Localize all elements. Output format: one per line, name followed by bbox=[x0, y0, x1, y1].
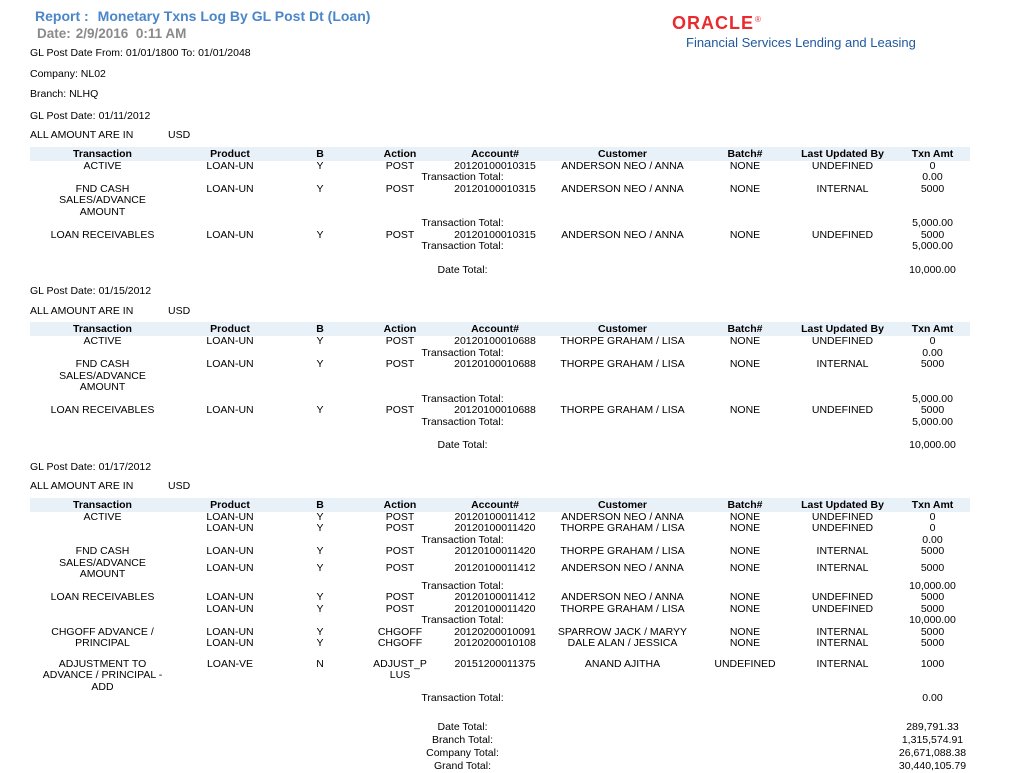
total-row bbox=[30, 265, 970, 277]
cell-product: LOAN-UN bbox=[206, 358, 254, 370]
cell-account: 20120100010315 bbox=[454, 228, 536, 241]
cell-product: LOAN-UN bbox=[206, 228, 254, 241]
cell-account: 20120100011412 bbox=[454, 591, 536, 603]
cell-last-updated-by: INTERNAL bbox=[816, 182, 869, 195]
cell-account: 20120100010688 bbox=[454, 358, 536, 370]
action-value: POST bbox=[385, 159, 415, 172]
cell-last-updated-by: UNDEFINED bbox=[811, 602, 874, 615]
cell-b: Y bbox=[316, 358, 324, 370]
cell-last-updated-by: INTERNAL bbox=[816, 358, 869, 370]
gl-post-date-line bbox=[30, 111, 1026, 123]
cell-batch: NONE bbox=[729, 228, 761, 241]
total-value: 0.00 bbox=[922, 171, 943, 183]
action-value: POST bbox=[385, 510, 415, 523]
cell-product: LOAN-VE bbox=[206, 657, 254, 670]
col-header-customer: Customer bbox=[545, 322, 700, 336]
table-row bbox=[30, 659, 970, 694]
header-row bbox=[30, 498, 970, 512]
cell-action bbox=[355, 592, 445, 604]
currency-code: USD bbox=[168, 304, 191, 317]
cell-transaction bbox=[30, 336, 175, 348]
col-header-account: Account# bbox=[445, 147, 545, 161]
col-header-b: B bbox=[285, 147, 355, 161]
transaction-name: ACTIVE bbox=[83, 335, 122, 347]
cell-account: 20120100010315 bbox=[454, 159, 536, 172]
transaction-name: CHGOFF ADVANCE / PRINCIPAL bbox=[51, 625, 154, 649]
cell-last-updated-by: UNDEFINED bbox=[811, 510, 874, 523]
cell-b: Y bbox=[316, 522, 324, 534]
col-header-batch: Batch# bbox=[700, 147, 790, 161]
cell-customer: THORPE GRAHAM / LISA bbox=[560, 335, 685, 347]
col-header-txn-amt: Txn Amt bbox=[895, 322, 970, 336]
cell-customer: ANDERSON NEO / ANNA bbox=[561, 591, 684, 603]
col-header-last-updated-by: Last Updated By bbox=[790, 498, 895, 512]
cell-txn-amt: 1000 bbox=[920, 657, 945, 670]
transaction-name: ADJUSTMENT TO ADVANCE / PRINCIPAL - ADD bbox=[42, 657, 163, 693]
total-label: Transaction Total: bbox=[421, 392, 504, 405]
cell-product: LOAN-UN bbox=[206, 625, 254, 638]
table-row bbox=[30, 184, 970, 219]
cell-b: Y bbox=[316, 637, 324, 649]
transaction-name: FND CASH SALES/⁠ADVANCE AMOUNT bbox=[59, 545, 146, 580]
total-label: Branch Total: bbox=[431, 733, 494, 746]
cell-product: LOAN-UN bbox=[206, 545, 254, 557]
cell-customer: ANDERSON NEO / ANNA bbox=[561, 182, 684, 195]
meta-line-branch: Branch: NLHQ bbox=[30, 88, 99, 100]
total-row bbox=[30, 218, 970, 230]
cell-transaction bbox=[30, 405, 175, 417]
amount-note-line bbox=[30, 130, 1026, 142]
cell-b: Y bbox=[316, 625, 324, 638]
cell-last-updated-by: UNDEFINED bbox=[811, 591, 874, 603]
action-value: POST bbox=[385, 591, 415, 603]
cell-b: Y bbox=[316, 545, 324, 557]
col-header-action: Action bbox=[355, 147, 445, 161]
transaction-name: FND CASH SALES/⁠ADVANCE AMOUNT bbox=[59, 182, 146, 218]
total-label: Date Total: bbox=[437, 720, 488, 733]
currency-code: USD bbox=[168, 129, 191, 141]
report-total-row bbox=[30, 760, 970, 773]
cell-batch: NONE bbox=[729, 159, 761, 172]
cell-product: LOAN-UN bbox=[206, 591, 254, 603]
cell-transaction bbox=[30, 184, 175, 219]
gl-post-date-label: GL Post Date: bbox=[30, 460, 96, 473]
cell-batch: NONE bbox=[729, 182, 761, 195]
total-label: Date Total: bbox=[437, 439, 488, 451]
transactions-table bbox=[30, 498, 970, 773]
total-label: Transaction Total: bbox=[421, 692, 504, 704]
total-label: Transaction Total: bbox=[421, 579, 504, 592]
cell-batch: NONE bbox=[729, 510, 761, 523]
col-header-b: B bbox=[285, 498, 355, 512]
cell-customer: THORPE GRAHAM / LISA bbox=[560, 522, 685, 534]
report-total-row bbox=[30, 721, 970, 734]
cell-batch: NONE bbox=[729, 358, 761, 370]
cell-b: Y bbox=[316, 404, 324, 416]
brand-tagline: Financial Services Lending and Leasing bbox=[686, 35, 916, 50]
action-value: POST bbox=[385, 522, 415, 534]
cell-customer: THORPE GRAHAM / LISA bbox=[560, 358, 685, 370]
action-value: POST bbox=[385, 182, 415, 195]
cell-last-updated-by: INTERNAL bbox=[816, 562, 869, 575]
total-label: Transaction Total: bbox=[421, 346, 504, 359]
cell-account: 20151200011375 bbox=[454, 657, 536, 670]
spacer-row bbox=[30, 253, 970, 265]
cell-product: LOAN-UN bbox=[206, 182, 254, 195]
amount-note-line bbox=[30, 481, 1026, 493]
cell-last-updated-by: UNDEFINED bbox=[811, 228, 874, 241]
report-label: Report : bbox=[35, 8, 89, 24]
cell-b: Y bbox=[316, 602, 324, 615]
report-total-row bbox=[30, 734, 970, 747]
table-row bbox=[30, 405, 970, 417]
cell-last-updated-by: INTERNAL bbox=[816, 657, 869, 670]
cell-transaction bbox=[30, 512, 175, 535]
cell-b: Y bbox=[316, 562, 324, 575]
transaction-name: ACTIVE bbox=[83, 159, 122, 172]
total-value: 0.00 bbox=[922, 692, 943, 704]
cell-last-updated-by: UNDEFINED bbox=[811, 159, 874, 172]
cell-txn-amt: 5000 bbox=[920, 182, 945, 195]
amount-note-line bbox=[30, 306, 1026, 318]
date-value: 2/9/2016 0:11 AM bbox=[75, 26, 187, 41]
cell-batch: NONE bbox=[729, 602, 761, 615]
report-sections bbox=[0, 111, 1026, 773]
total-value: 0.00 bbox=[922, 346, 943, 359]
cell-batch: UNDEFINED bbox=[714, 657, 776, 670]
transaction-name: LOAN RECEIVABLES bbox=[50, 404, 155, 416]
currency-code: USD bbox=[168, 480, 191, 492]
cell-customer: THORPE GRAHAM / LISA bbox=[560, 602, 685, 615]
cell-product: LOAN-UN bbox=[206, 335, 254, 347]
col-header-batch: Batch# bbox=[700, 322, 790, 336]
cell-batch: NONE bbox=[729, 522, 761, 534]
cell-account: 20120100011420 bbox=[454, 602, 536, 615]
cell-txn-amt: 5000 bbox=[920, 591, 945, 603]
cell-customer: ANDERSON NEO / ANNA bbox=[561, 159, 684, 172]
table-header bbox=[30, 147, 970, 161]
cell-b: Y bbox=[316, 228, 324, 241]
cell-action bbox=[355, 523, 445, 535]
cell-txn-amt: 5000 bbox=[920, 228, 945, 241]
total-value: 1,315,574.91 bbox=[901, 733, 964, 746]
cell-customer: ANDERSON NEO / ANNA bbox=[561, 510, 684, 523]
cell-transaction bbox=[30, 627, 175, 650]
cell-transaction bbox=[30, 230, 175, 242]
action-value: POST bbox=[385, 358, 415, 370]
total-value: 10,000.00 bbox=[909, 614, 956, 626]
col-header-product: Product bbox=[175, 147, 285, 161]
table-header bbox=[30, 322, 970, 336]
cell-product: LOAN-UN bbox=[206, 510, 254, 523]
total-row bbox=[30, 241, 970, 253]
total-label: Transaction Total: bbox=[421, 415, 504, 428]
col-header-batch: Batch# bbox=[700, 498, 790, 512]
gl-post-date-value: 01/15/2012 bbox=[98, 285, 152, 297]
action-value: POST bbox=[385, 404, 415, 416]
col-header-account: Account# bbox=[445, 498, 545, 512]
cell-transaction bbox=[30, 161, 175, 173]
action-value: POST bbox=[385, 602, 415, 615]
cell-txn-amt: 5000 bbox=[920, 637, 945, 649]
report-page bbox=[0, 8, 1026, 772]
oracle-logo bbox=[672, 15, 916, 34]
cell-action bbox=[355, 336, 445, 348]
cell-customer: ANAND AJITHA bbox=[584, 657, 661, 670]
action-value: ADJUST_PLUS bbox=[373, 657, 427, 681]
spacer-row bbox=[30, 428, 970, 440]
table-row bbox=[30, 359, 970, 394]
meta-line-gl-post-date-range: GL Post Date From: 01/01/1800 To: 01/01/2048 bbox=[30, 47, 251, 59]
total-value: 289,791.33 bbox=[906, 720, 959, 733]
table-row bbox=[30, 336, 970, 348]
cell-account: 20120100010688 bbox=[454, 335, 536, 347]
gl-post-date-line bbox=[30, 462, 1026, 474]
gl-post-date-value: 01/17/2012 bbox=[98, 460, 152, 473]
cell-txn-amt: 0 bbox=[929, 335, 936, 347]
registered-mark-icon: ® bbox=[755, 15, 761, 24]
cell-action bbox=[355, 184, 445, 219]
gl-post-date-value: 01/11/2012 bbox=[98, 109, 151, 122]
cell-txn-amt: 5000 bbox=[920, 625, 945, 638]
table-row bbox=[30, 592, 970, 604]
cell-last-updated-by: INTERNAL bbox=[816, 625, 869, 638]
amount-note-label: ALL AMOUNT ARE IN bbox=[30, 304, 134, 317]
total-value: 5,000.00 bbox=[912, 415, 953, 428]
cell-last-updated-by: UNDEFINED bbox=[811, 335, 874, 347]
cell-action bbox=[355, 563, 445, 580]
cell-customer: SPARROW JACK / MARYY bbox=[557, 625, 688, 638]
amount-note-label: ALL AMOUNT ARE IN bbox=[30, 129, 134, 141]
action-value: POST bbox=[385, 228, 415, 241]
total-value: 10,000.00 bbox=[909, 579, 956, 592]
amount-note-label: ALL AMOUNT ARE IN bbox=[30, 480, 134, 492]
cell-customer: THORPE GRAHAM / LISA bbox=[560, 545, 685, 557]
col-header-account: Account# bbox=[445, 322, 545, 336]
cell-customer: THORPE GRAHAM / LISA bbox=[560, 404, 685, 416]
total-label: Transaction Total: bbox=[421, 533, 504, 546]
cell-product: LOAN-UN bbox=[206, 522, 254, 534]
cell-customer: DALE ALAN / JESSICA bbox=[567, 637, 678, 649]
total-value: 10,000.00 bbox=[909, 439, 956, 451]
cell-account: 20120200010108 bbox=[454, 637, 536, 649]
col-header-product: Product bbox=[175, 498, 285, 512]
cell-last-updated-by: INTERNAL bbox=[816, 545, 869, 557]
cell-batch: NONE bbox=[729, 637, 761, 649]
total-row bbox=[30, 172, 970, 184]
cell-txn-amt: 0 bbox=[929, 522, 936, 534]
cell-action bbox=[355, 359, 445, 394]
cell-action bbox=[355, 405, 445, 417]
cell-transaction bbox=[30, 659, 175, 694]
cell-action bbox=[355, 546, 445, 563]
cell-customer: ANDERSON NEO / ANNA bbox=[561, 562, 684, 575]
header-row bbox=[30, 147, 970, 161]
action-value: POST bbox=[385, 335, 415, 347]
cell-batch: NONE bbox=[729, 625, 761, 638]
total-label: Company Total: bbox=[426, 746, 499, 759]
date-label: Date: bbox=[37, 26, 71, 41]
cell-b: Y bbox=[316, 591, 324, 603]
gl-post-date-label: GL Post Date: bbox=[30, 109, 96, 122]
col-header-customer: Customer bbox=[545, 498, 700, 512]
total-value: 5,000.00 bbox=[912, 217, 953, 229]
cell-product: LOAN-UN bbox=[206, 637, 254, 649]
cell-last-updated-by: UNDEFINED bbox=[811, 522, 874, 534]
cell-account: 20120100011420 bbox=[454, 545, 536, 557]
cell-product: LOAN-UN bbox=[206, 404, 254, 416]
cell-txn-amt: 5000 bbox=[920, 602, 945, 615]
total-row bbox=[30, 693, 970, 705]
cell-txn-amt: 0 bbox=[929, 510, 936, 523]
table-row bbox=[30, 546, 970, 563]
cell-b: Y bbox=[316, 335, 324, 347]
cell-batch: NONE bbox=[729, 562, 761, 575]
col-header-txn-amt: Txn Amt bbox=[895, 147, 970, 161]
table-body bbox=[30, 336, 970, 452]
cell-account: 20120100011420 bbox=[454, 522, 536, 534]
gl-post-date-line bbox=[30, 286, 1026, 298]
total-label: Transaction Total: bbox=[421, 240, 504, 252]
cell-account: 20120100011412 bbox=[454, 562, 536, 575]
report-total-row bbox=[30, 747, 970, 760]
transaction-name: FND CASH SALES/⁠ADVANCE AMOUNT bbox=[59, 358, 146, 393]
cell-product: LOAN-UN bbox=[206, 159, 254, 172]
cell-txn-amt: 5000 bbox=[920, 545, 945, 557]
cell-action bbox=[355, 659, 445, 694]
report-section bbox=[30, 286, 1026, 452]
total-label: Transaction Total: bbox=[421, 614, 504, 626]
col-header-transaction: Transaction bbox=[30, 498, 175, 512]
total-row bbox=[30, 615, 970, 627]
action-value: POST bbox=[385, 562, 415, 575]
total-value: 5,000.00 bbox=[912, 240, 953, 252]
cell-b: Y bbox=[316, 159, 324, 172]
transaction-name: LOAN RECEIVABLES bbox=[50, 228, 155, 241]
col-header-action: Action bbox=[355, 322, 445, 336]
cell-account: 20120100010688 bbox=[454, 404, 536, 416]
cell-customer: ANDERSON NEO / ANNA bbox=[561, 228, 684, 241]
total-value: 30,440,105.79 bbox=[898, 759, 967, 772]
spacer-row bbox=[30, 705, 970, 721]
col-header-b: B bbox=[285, 322, 355, 336]
action-value: POST bbox=[385, 545, 415, 557]
cell-transaction bbox=[30, 592, 175, 615]
table-body bbox=[30, 512, 970, 773]
cell-batch: NONE bbox=[729, 335, 761, 347]
col-header-txn-amt: Txn Amt bbox=[895, 498, 970, 512]
header-row bbox=[30, 322, 970, 336]
oracle-wordmark: ORACLE bbox=[672, 13, 754, 33]
total-label: Transaction Total: bbox=[421, 217, 504, 229]
table-body bbox=[30, 161, 970, 277]
cell-transaction bbox=[30, 359, 175, 394]
col-header-transaction: Transaction bbox=[30, 322, 175, 336]
cell-b: N bbox=[316, 657, 324, 670]
report-section bbox=[30, 462, 1026, 773]
transaction-name: ACTIVE bbox=[83, 510, 122, 523]
col-header-customer: Customer bbox=[545, 147, 700, 161]
cell-product: LOAN-UN bbox=[206, 562, 254, 575]
meta-line-company: Company: NL02 bbox=[30, 67, 106, 80]
cell-txn-amt: 5000 bbox=[920, 404, 945, 416]
cell-product: LOAN-UN bbox=[206, 602, 254, 615]
total-value: 5,000.00 bbox=[912, 392, 953, 405]
cell-batch: NONE bbox=[729, 545, 761, 557]
total-value: 10,000.00 bbox=[909, 263, 956, 276]
cell-txn-amt: 5000 bbox=[920, 562, 945, 575]
total-value: 0.00 bbox=[922, 533, 943, 546]
action-value: CHGOFF bbox=[377, 637, 423, 649]
report-section bbox=[30, 111, 1026, 277]
cell-last-updated-by: INTERNAL bbox=[816, 637, 869, 649]
brand-block bbox=[672, 15, 916, 50]
total-row bbox=[30, 417, 970, 429]
transactions-table bbox=[30, 322, 970, 452]
cell-txn-amt: 0 bbox=[929, 159, 936, 172]
cell-action bbox=[355, 638, 445, 650]
page-title: Monetary Txns Log By GL Post Dt (Loan) bbox=[97, 8, 371, 24]
action-value: CHGOFF bbox=[377, 625, 423, 638]
total-value: 26,671,088.38 bbox=[898, 746, 967, 759]
cell-txn-amt: 5000 bbox=[920, 358, 945, 370]
cell-last-updated-by: UNDEFINED bbox=[811, 404, 874, 416]
total-label: Transaction Total: bbox=[421, 171, 504, 183]
total-label: Date Total: bbox=[437, 263, 488, 276]
col-header-last-updated-by: Last Updated By bbox=[790, 147, 895, 161]
col-header-action: Action bbox=[355, 498, 445, 512]
transactions-table bbox=[30, 147, 970, 277]
col-header-transaction: Transaction bbox=[30, 147, 175, 161]
cell-batch: NONE bbox=[729, 591, 761, 603]
total-label: Grand Total: bbox=[433, 759, 491, 772]
transaction-name: LOAN RECEIVABLES bbox=[50, 591, 155, 603]
col-header-product: Product bbox=[175, 322, 285, 336]
gl-post-date-label: GL Post Date: bbox=[30, 285, 96, 297]
cell-batch: NONE bbox=[729, 404, 761, 416]
cell-b: Y bbox=[316, 510, 324, 523]
cell-account: 20120200010091 bbox=[454, 625, 536, 638]
cell-b: Y bbox=[316, 182, 324, 195]
col-header-last-updated-by: Last Updated By bbox=[790, 322, 895, 336]
cell-account: 20120100011412 bbox=[454, 510, 536, 523]
report-meta bbox=[30, 48, 1026, 101]
table-header bbox=[30, 498, 970, 512]
cell-transaction bbox=[30, 546, 175, 581]
cell-account: 20120100010315 bbox=[454, 182, 536, 195]
total-row bbox=[30, 440, 970, 452]
